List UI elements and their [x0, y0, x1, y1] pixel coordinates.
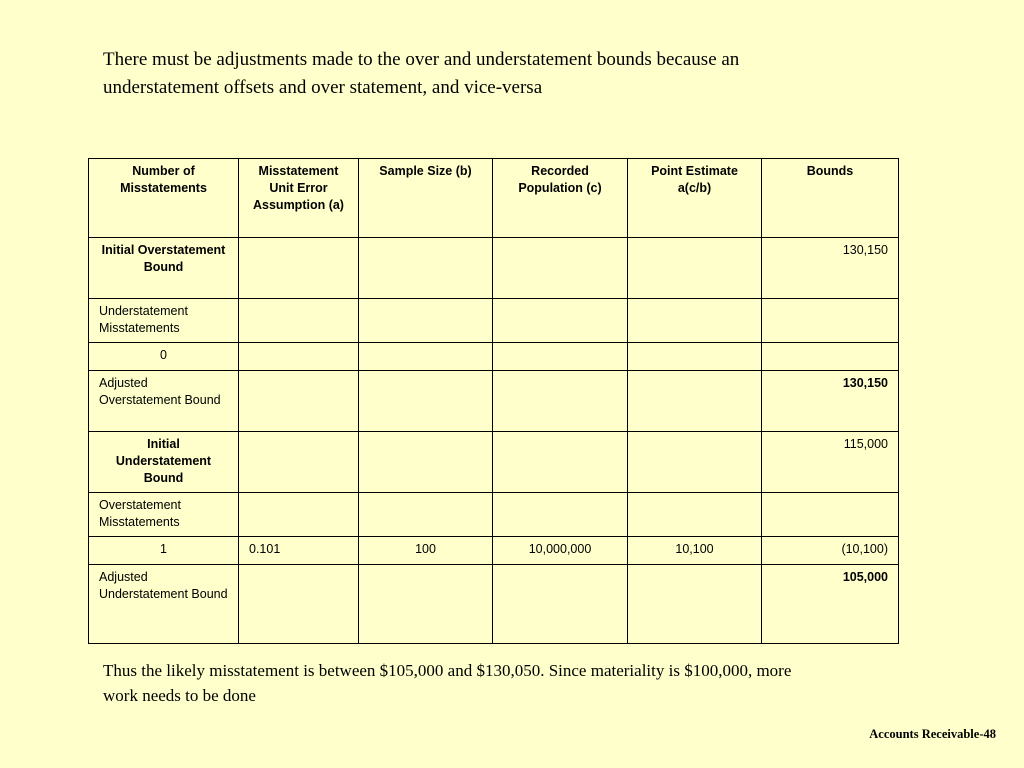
intro-text	[103, 46, 943, 102]
cell-bounds	[762, 299, 899, 343]
cell-point-estimate	[628, 371, 762, 432]
row-label: Adjusted Overstatement Bound	[89, 371, 239, 432]
conclusion-line-1: Thus the likely misstatement is between $105,000 and $130,050. Since materiality is $100,000, more	[103, 661, 792, 680]
cell-point-estimate	[628, 299, 762, 343]
cell-unit-error: 0.101	[239, 537, 359, 565]
cell-bounds: 130,150	[762, 371, 899, 432]
table-row	[89, 343, 899, 371]
cell-sample-size	[359, 565, 493, 644]
cell-bounds: 115,000	[762, 432, 899, 493]
cell-sample-size	[359, 343, 493, 371]
cell-unit-error	[239, 299, 359, 343]
cell-sample-size	[359, 493, 493, 537]
intro-line-2: understatement offsets and over statement, and vice-versa	[103, 77, 543, 98]
conclusion-text	[103, 658, 943, 708]
cell-point-estimate	[628, 493, 762, 537]
cell-recorded-population	[493, 238, 628, 299]
row-label: Adjusted Understatement Bound	[89, 565, 239, 644]
cell-unit-error	[239, 343, 359, 371]
cell-unit-error	[239, 238, 359, 299]
cell-point-estimate	[628, 565, 762, 644]
row-label: Understatement Misstatements	[89, 299, 239, 343]
header-sample-size: Sample Size (b)	[359, 159, 493, 238]
header-row	[89, 159, 899, 238]
cell-sample-size	[359, 432, 493, 493]
table-row	[89, 238, 899, 299]
cell-recorded-population	[493, 565, 628, 644]
table-row	[89, 537, 899, 565]
cell-bounds: 105,000	[762, 565, 899, 644]
table-row	[89, 299, 899, 343]
cell-sample-size: 100	[359, 537, 493, 565]
cell-point-estimate: 10,100	[628, 537, 762, 565]
cell-unit-error	[239, 493, 359, 537]
bounds-table	[88, 158, 899, 644]
header-number-of-misstatements: Number of Misstatements	[89, 159, 239, 238]
cell-sample-size	[359, 299, 493, 343]
cell-unit-error	[239, 371, 359, 432]
cell-recorded-population	[493, 299, 628, 343]
cell-unit-error	[239, 565, 359, 644]
cell-recorded-population	[493, 493, 628, 537]
cell-recorded-population	[493, 343, 628, 371]
cell-bounds	[762, 493, 899, 537]
table-row	[89, 371, 899, 432]
table-row	[89, 565, 899, 644]
slide-footer: Accounts Receivable-48	[869, 727, 996, 741]
cell-sample-size	[359, 238, 493, 299]
cell-point-estimate	[628, 432, 762, 493]
cell-recorded-population	[493, 432, 628, 493]
cell-sample-size	[359, 371, 493, 432]
cell-point-estimate	[628, 238, 762, 299]
header-unit-error-assumption: Misstatement Unit Error Assumption (a)	[239, 159, 359, 238]
cell-bounds: (10,100)	[762, 537, 899, 565]
conclusion-line-2: work needs to be done	[103, 686, 256, 705]
header-recorded-population: Recorded Population (c)	[493, 159, 628, 238]
cell-bounds: 130,150	[762, 238, 899, 299]
cell-point-estimate	[628, 343, 762, 371]
cell-bounds	[762, 343, 899, 371]
row-label: Overstatement Misstatements	[89, 493, 239, 537]
cell-recorded-population: 10,000,000	[493, 537, 628, 565]
row-label: 1	[89, 537, 239, 565]
row-label: Initial Overstatement Bound	[89, 238, 239, 299]
table-row	[89, 493, 899, 537]
table-row	[89, 432, 899, 493]
intro-line-1: There must be adjustments made to the over and understatement bounds because an	[103, 49, 740, 70]
row-label: 0	[89, 343, 239, 371]
header-bounds: Bounds	[762, 159, 899, 238]
cell-unit-error	[239, 432, 359, 493]
row-label: Initial Understatement Bound	[89, 432, 239, 493]
header-point-estimate: Point Estimate a(c/b)	[628, 159, 762, 238]
cell-recorded-population	[493, 371, 628, 432]
